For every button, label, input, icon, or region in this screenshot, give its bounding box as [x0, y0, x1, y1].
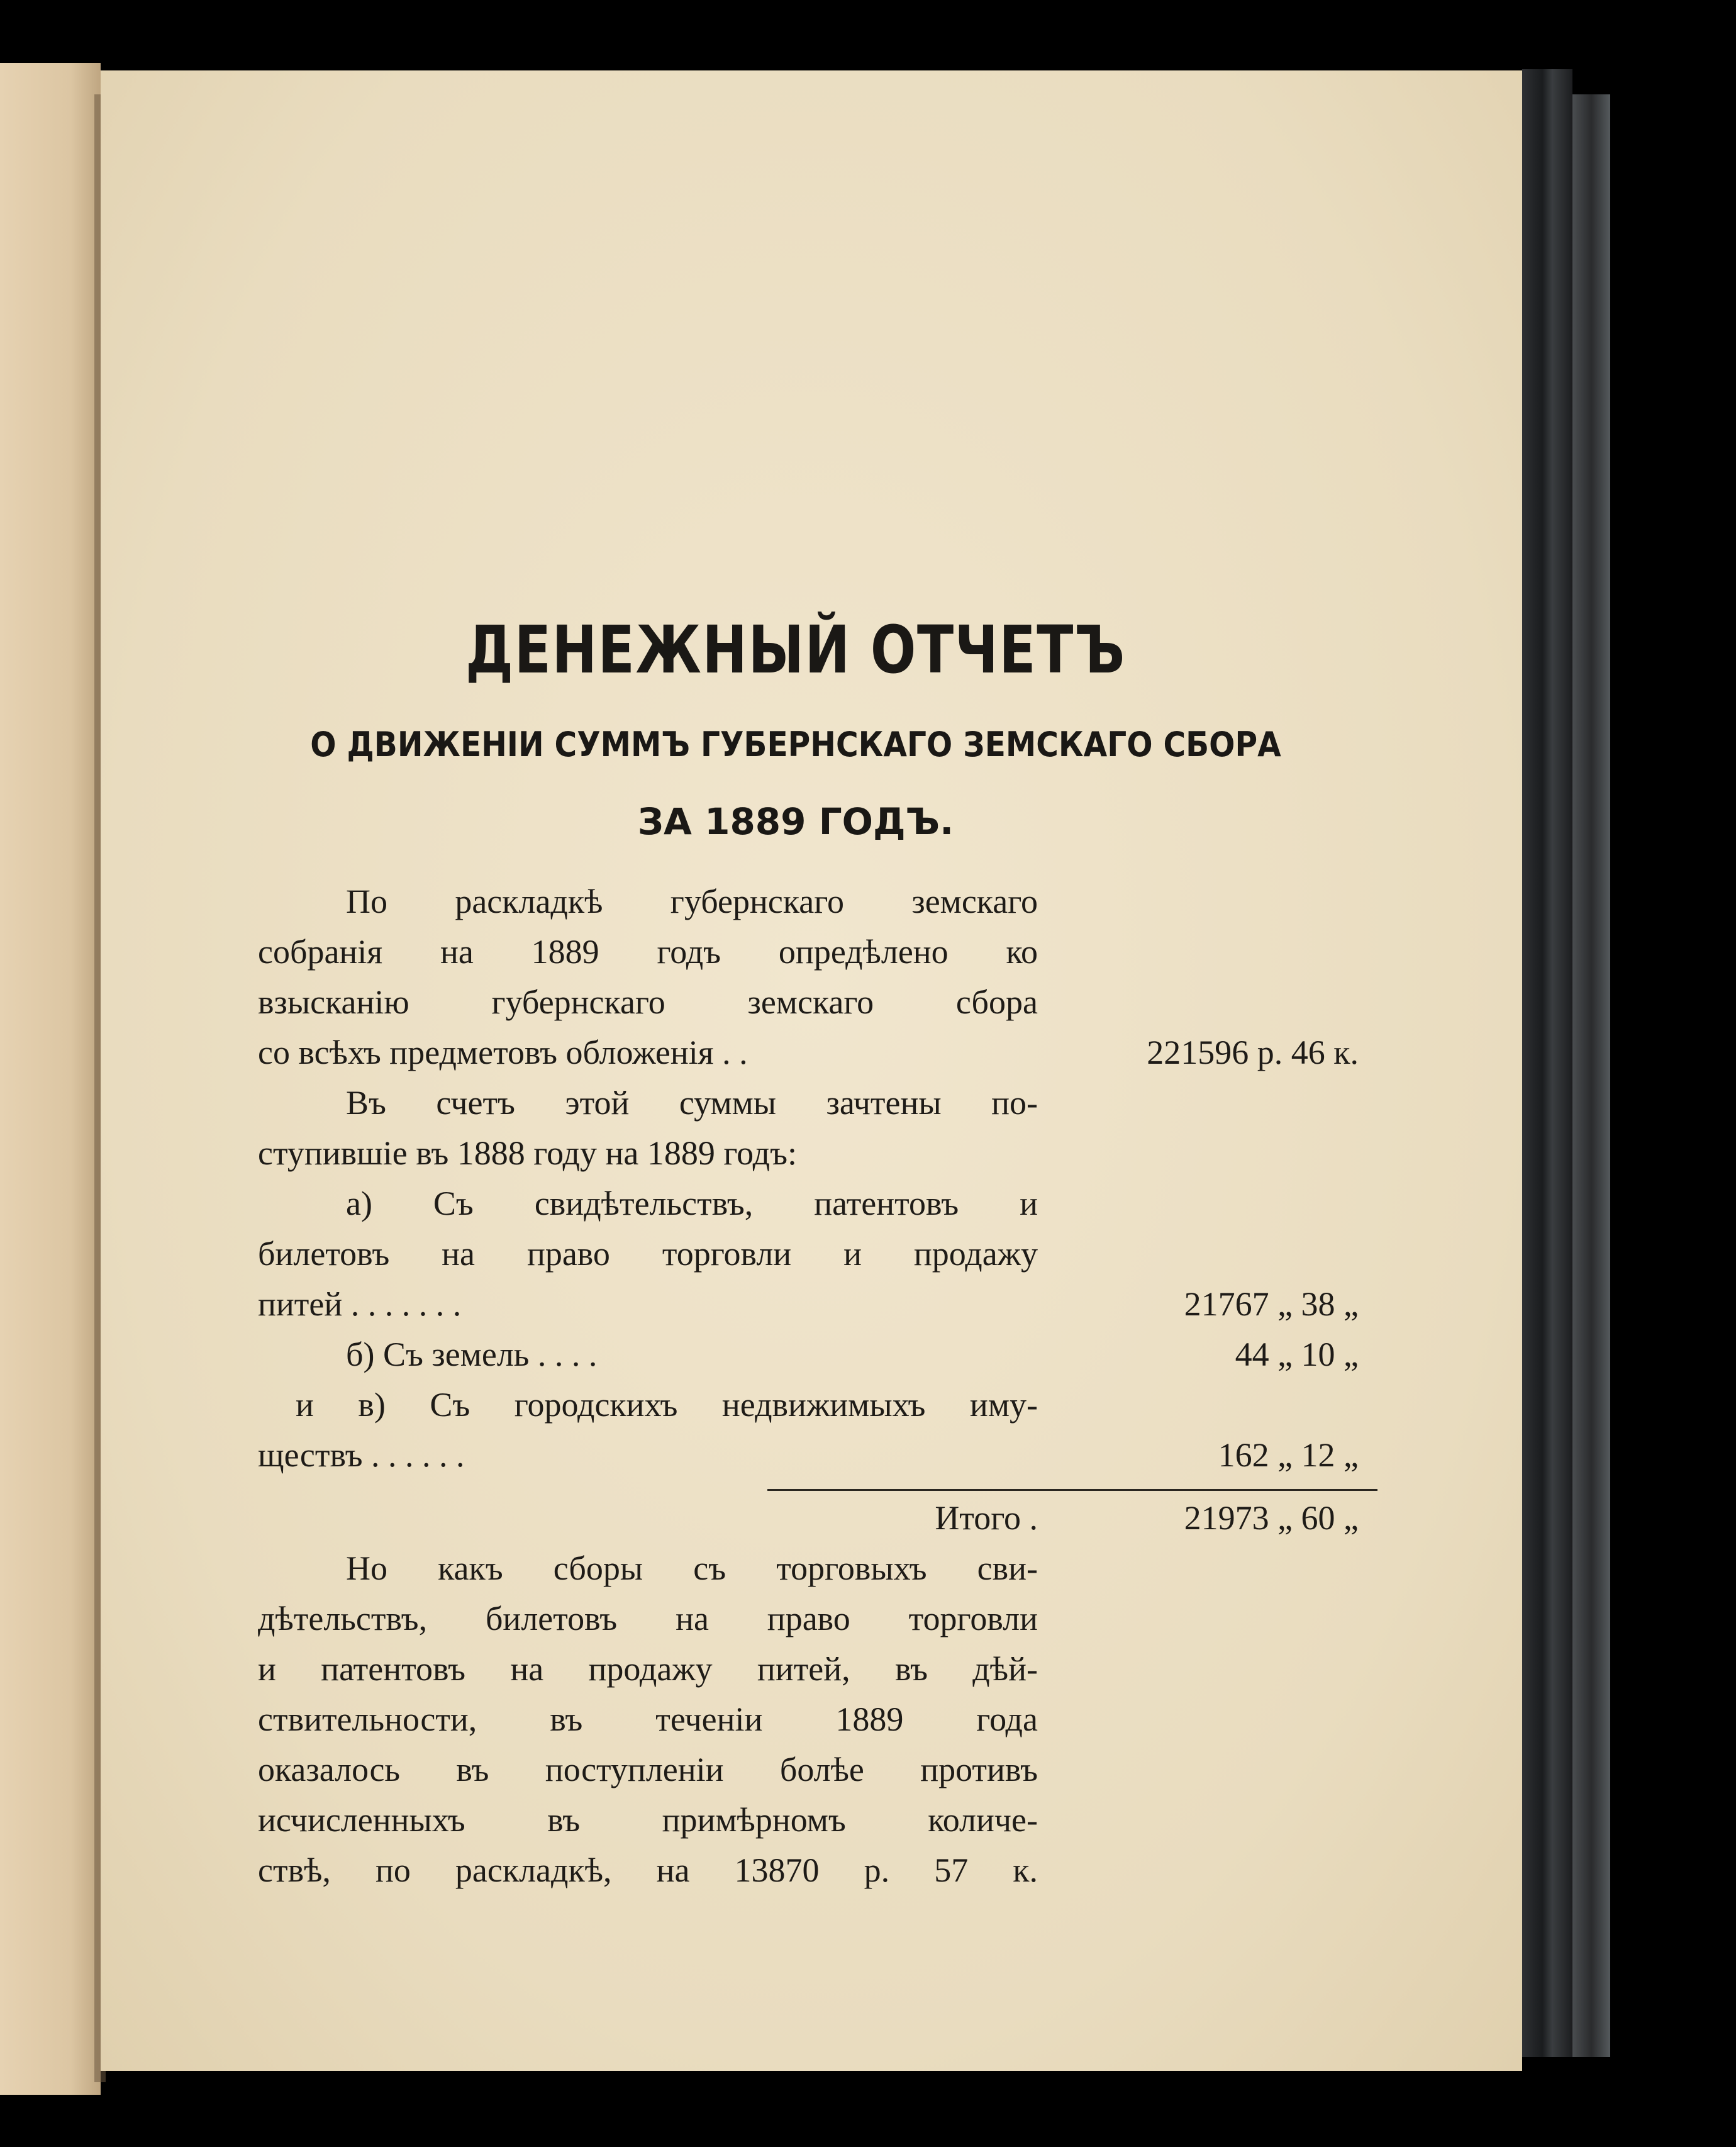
item-c-line-1: и в) Съ городскихъ недвижимыхъ иму- — [296, 1386, 1038, 1424]
document-subtitle: О ДВИЖЕНІИ СУММЪ ГУБЕРНСКАГО ЗЕМСКАГО СБОРА — [310, 725, 1281, 764]
document-year: ЗА 1889 ГОДЪ. — [637, 800, 954, 843]
para1-line-4: со всѣхъ предметовъ обложенія . . — [258, 1034, 748, 1071]
book-cover-edge-outer — [1572, 94, 1610, 2057]
item-b-line: б) Съ земель . . . . — [346, 1336, 598, 1373]
item-b-sum: 44 „ 10 „ — [1235, 1336, 1359, 1373]
para3-line-4: ствительности, въ теченіи 1889 года — [258, 1700, 1038, 1738]
item-a-line-3: питей . . . . . . . — [258, 1285, 462, 1323]
item-c-line-2: ществъ . . . . . . — [258, 1436, 465, 1474]
total-label: Итого . — [935, 1499, 1038, 1537]
total-rule — [767, 1489, 1377, 1491]
item-a-line-1: а) Съ свидѣтельствъ, патентовъ и — [346, 1185, 1038, 1222]
item-a-line-2: билетовъ на право торговли и продажу — [258, 1235, 1038, 1273]
para1-line-3: взысканію губернскаго земскаго сбора — [258, 983, 1038, 1021]
para1-line-1: По раскладкѣ губернскаго земскаго — [346, 883, 1038, 920]
document-page — [101, 70, 1522, 2071]
left-page-edge — [0, 63, 101, 2095]
document-title: ДЕНЕЖНЫЙ ОТЧЕТЪ — [465, 611, 1126, 688]
para3-line-3: и патентовъ на продажу питей, въ дѣй- — [258, 1650, 1038, 1688]
para3-line-6: исчисленныхъ въ примѣрномъ количе- — [258, 1801, 1038, 1839]
para1-line-2: собранія на 1889 годъ опредѣлено ко — [258, 933, 1038, 971]
para3-line-7: ствѣ, по раскладкѣ, на 13870 р. 57 к. — [258, 1851, 1038, 1889]
para3-line-2: дѣтельствъ, билетовъ на право торговли — [258, 1600, 1038, 1637]
para1-sum: 221596 р. 46 к. — [1147, 1034, 1359, 1071]
item-a-sum: 21767 „ 38 „ — [1184, 1285, 1359, 1323]
item-c-sum: 162 „ 12 „ — [1218, 1436, 1359, 1474]
para2-line-1: Въ счетъ этой суммы зачтены по- — [346, 1084, 1038, 1122]
total-sum: 21973 „ 60 „ — [1184, 1499, 1359, 1537]
book-cover-edge — [1522, 69, 1572, 2057]
para3-line-1: Но какъ сборы съ торговыхъ сви- — [346, 1549, 1038, 1587]
para2-line-2: ступившіе въ 1888 году на 1889 годъ: — [258, 1134, 798, 1172]
para3-line-5: оказалось въ поступленіи болѣе противъ — [258, 1751, 1038, 1788]
